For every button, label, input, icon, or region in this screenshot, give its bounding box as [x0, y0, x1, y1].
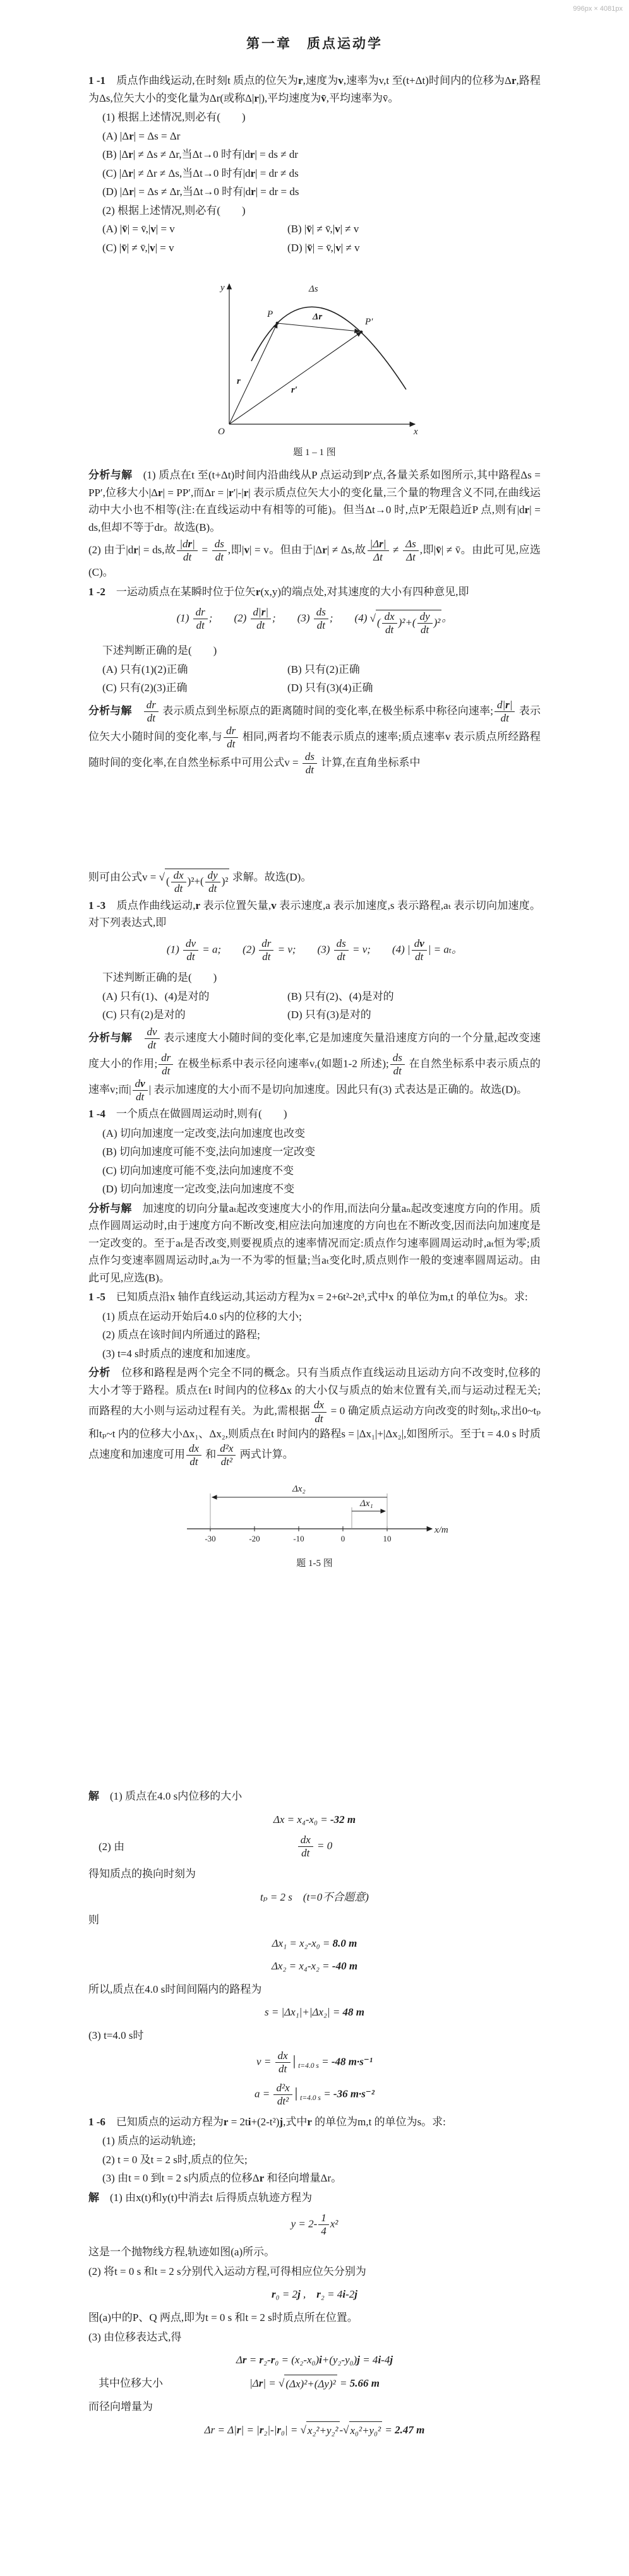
display-formula: s = |Δx₁|+|Δx₂| = 48 m [264, 2006, 365, 2019]
option-cell: (A) |v̄| = v̄,|v| = v [102, 223, 175, 235]
paragraph: 解 (1) 由x(t)和y(t)中消去t 后得质点轨迹方程为 [88, 2191, 313, 2204]
text-with-formula [88, 1834, 541, 1860]
paragraph: 分析与解 $\frac{dv}{dt}$ 表示速度大小随时间的变化率,它是加速度矢量沿速度方向的一个分量,起改变速度大小的作用; $\frac{dr}{dt}$ 在极坐标系中表示径向速率vᵣ(如题1-2 所述); $\frac{ds}{dt}$ 在自然坐标系中表示质点的速率v;而| $\frac{dv}{dt}$ | 表示加速度的大小而不是切向加速度。因此只有(3) 式表达是正确的。故选(D)。 [88, 1025, 541, 1103]
display-formula: v = $\frac{dx}{dt}$ $│_{t=4.0 s} = -48$ m·s⁻¹ [256, 2050, 373, 2075]
axis-tick-label: -30 [205, 1534, 216, 1544]
paragraph: 得知质点的换向时刻为 [88, 1868, 196, 1880]
option-row [88, 988, 541, 1006]
figure-1-5-canvas [176, 1478, 453, 1549]
display-formula: $\frac{dx}{dt}$ = 0 [88, 1834, 541, 1860]
paragraph: 分析与解 (1) 质点在t 至(t+Δt)时间内沿曲线从P 点运动到P′点,各量关系如图所示,其中路程Δs = PP′,位移大小|Δr| = PP′,而Δr = |r′|-|r| 表示质点位矢大小的变化量,三个量的物理含义不同,在曲线运动中大小也不相等(注:在直线运动中有相等的可能)。但当Δt→0 时,点P′无限趋近P 点,则有|dr| = ds,但却不等于dr。故选(B)。 [88, 469, 541, 533]
option-line: (B) |Δr| ≠ Δs ≠ Δr,当Δt→0 时有|dr| = ds ≠ dr [102, 148, 299, 161]
display-formula: Δx₁ = x₂-x₀ = 8.0 m [272, 1937, 357, 1949]
vector-r-line [229, 323, 277, 424]
option-line: (C) 切向加速度可能不变,法向加速度不变 [102, 1164, 294, 1177]
delta-x1-label: Δx₁ [360, 1499, 373, 1509]
vector-r-label: r [237, 376, 241, 387]
display-formula: Δr = r₂-r₀ = (x₂-x₀)i+(y₂-y₀)j = 4i-4j [236, 2354, 393, 2366]
formula-lead-text: (2) 由 [99, 1840, 125, 1853]
display-formula: |Δr| = √ (Δx)²+(Δy)² = 5.66 m [88, 2375, 541, 2393]
axis-tick-label: 0 [340, 1534, 345, 1544]
display-formula: y = 2- $\frac{1}{4}$ x² [291, 2212, 338, 2238]
origin-label: O [218, 427, 225, 437]
option-line: (2) t = 0 及t = 2 s时,质点的位矢; [102, 2153, 248, 2166]
option-line: (D) |Δr| = Δs ≠ Δr,当Δt→0 时有|dr| = dr = ds [102, 186, 299, 198]
text-with-formula [88, 2375, 541, 2393]
paragraph: 解 (1) 质点在4.0 s内位移的大小 [88, 1790, 243, 1803]
x-axis-label: x [414, 427, 418, 437]
y-axis-label: y [220, 283, 225, 294]
axis-unit-label: x/m [434, 1525, 448, 1536]
display-formula: a = $\frac{\text{d²x}}{\text{dt²}}$ $│_{t=4.0 s} = -36$ m·s⁻² [255, 2081, 374, 2107]
paragraph: 1 -3 质点作曲线运动,r 表示位置矢量,v 表示速度,a 表示加速度,s 表示路程,aₜ 表示切向加速度。对下列表达式,即 [88, 899, 541, 929]
axis-tick-label: -10 [293, 1534, 304, 1544]
figure-block [88, 1478, 541, 1571]
page-gap [88, 778, 541, 867]
point-p-prime-dot [360, 331, 363, 334]
delta-r-label: Δr [313, 312, 323, 323]
paragraph: 则可由公式v = √ ( $\frac{dx}{dt}$ )²+( $\frac{dy}{dt}$ )² 求解。故选(D)。 [88, 869, 312, 894]
paragraph: 则 [88, 1914, 99, 1926]
paragraph: (3) t=4.0 s时 [88, 2029, 144, 2041]
figure-1-1-canvas [198, 266, 431, 438]
display-formula: (1) $\frac{dv}{dt}$ = a; (2) $\frac{dr}{dt}$ = v; (3) $\frac{ds}{dt}$ = v; (4) | $\frac{dv}{dt}$ | = aₜ。 [166, 937, 463, 963]
option-cell: (D) 只有(3)是对的 [287, 1009, 371, 1021]
option-line: (3) 由t = 0 到t = 2 s内质点的位移Δr 和径向增量Δr。 [102, 2172, 342, 2185]
axis-tick-label: 10 [383, 1534, 392, 1544]
option-cell: (C) 只有(2)是对的 [102, 1009, 186, 1021]
option-line: (1) 质点在运动开始后4.0 s内的位移的大小; [102, 1310, 302, 1322]
figure-1-5 [176, 1478, 453, 1555]
figure-caption: 题 1-5 图 [296, 1558, 333, 1569]
figure-caption: 题 1 – 1 图 [293, 447, 336, 458]
dimension-label: 996px × 4081px [573, 5, 623, 13]
paragraph: 而径向增量为 [88, 2401, 153, 2413]
paragraph: (3) 由位移表达式,得 [88, 2330, 182, 2343]
display-formula: (1) $\frac{dr}{dt}$ ; (2) $\frac{d|r|}{dt}$ ; (3) $\frac{ds}{dt}$ ; (4) √ ( $\frac{dx}{dt}$ )²+( $\frac{dy}{dt}$ )² 。 [176, 606, 453, 636]
option-line: (A) 切向加速度一定改变,法向加速度也改变 [102, 1127, 306, 1139]
paragraph: 分析与解 加速度的切向分量aₜ起改变速度大小的作用,而法向分量aₙ起改变速度方向的作用。质点作圆周运动时,由于速度方向不断改变,相应法向加速度的方向也在不断改变,因而法向加速度是一定改变的。至于aₜ是否改变,则要视质点的速率情况而定:质点作匀速率圆周运动时,aₜ恒为零;质点作匀变速率圆周运动时,aₜ为一不为零的恒量;当aₜ变化时,质点则作一般的变速率圆周运动。由此可见,应选(B)。 [88, 1202, 541, 1284]
paragraph: 1 -6 已知质点的运动方程为r = 2ti+(2-t²)j,式中r 的单位为m,t 的单位为s。求: [88, 2115, 446, 2128]
paragraph: (2) 由于|dr| = ds,故 $\frac{|dr|}{dt}$ = $\frac{ds}{dt}$ ,即|v| = v。但由于|Δr| ≠ Δs,故 $\frac{|\Delta r|}{\Delta t}$ ≠ $\frac{\Delta s}{\Delta t}$ ,即|v̄| ≠ v̄。由此可见,应选(C)。 [88, 538, 541, 579]
option-line: 下述判断正确的是( ) [102, 971, 217, 984]
display-formula: r₀ = 2j , r₂ = 4i-2j [272, 2288, 357, 2301]
paragraph: 所以,质点在4.0 s时间间隔内的路程为 [88, 1983, 262, 1995]
option-line: (C) |Δr| ≠ Δr ≠ Δs,当Δt→0 时有|dr| = dr ≠ ds [102, 167, 299, 179]
trajectory-curve [251, 307, 406, 390]
option-cell: (B) 只有(2)正确 [287, 663, 360, 675]
point-p-prime-label: P′ [365, 317, 373, 328]
paragraph: 分析 位移和路程是两个完全不同的概念。只有当质点作直线运动且运动方向不改变时,位移的大小才等于路程。质点在t 时间内的位移Δx 的大小仅与质点的始末位置有关,而与运动过程无关;而路程的大小则与运动过程有关。为此,需根据 $\frac{dx}{dt}$ = 0 确定质点运动方向改变的时刻tₚ,求出0~tₚ和tₚ~t 内的位移大小Δx₁、Δx₂,则质点在t 时间内的路程s = |Δx₁|+|Δx₂|,如图所示。至于t = 4.0 s 时质点速度和加速度可用 $\frac{dx}{dt}$ 和 $\frac{\text{d²x}}{\text{dt²}}$ 两式计算。 [88, 1367, 541, 1468]
option-cell: (A) 只有(1)(2)正确 [102, 663, 188, 675]
option-row [88, 679, 541, 697]
display-formula: Δx₂ = x₄-x₂ = -40 m [271, 1960, 358, 1973]
content [88, 0, 541, 2439]
display-formula: Δr = Δ|r| = |r₂|-|r₀| = √ x₂²+y₂² - √ x₀²+y₀² = 2.47 m [88, 2421, 541, 2440]
option-row [88, 1006, 541, 1024]
display-formula: Δx = x₄-x₀ = -32 m [273, 1813, 356, 1825]
option-row [88, 220, 541, 238]
paragraph: 这是一个抛物线方程,轨迹如图(a)所示。 [88, 2246, 275, 2258]
option-line: (2) 根据上述情况,则必有( ) [102, 204, 246, 217]
option-cell: (C) |v̄| ≠ v̄,|v| = v [102, 241, 174, 254]
vector-r-prime-line [229, 332, 361, 424]
option-cell: (D) 只有(3)(4)正确 [287, 682, 373, 694]
chapter-title: 第一章 质点运动学 [246, 36, 383, 51]
option-cell: (B) 只有(2)、(4)是对的 [287, 990, 394, 1002]
option-line: (D) 切向加速度一定改变,法向加速度不变 [102, 1183, 295, 1196]
option-cell: (D) |v̄| = v̄,|v| ≠ v [287, 241, 360, 254]
paragraph: 1 -2 一运动质点在某瞬时位于位矢r(x,y)的端点处,对其速度的大小有四种意见,即 [88, 585, 469, 598]
delta-x2-label: Δx₂ [292, 1484, 306, 1495]
option-cell: (A) 只有(1)、(4)是对的 [102, 990, 210, 1002]
delta-s-label: Δs [309, 284, 318, 295]
vector-r-prime-label: r′ [291, 385, 298, 396]
option-line: (B) 切向加速度可能不变,法向加速度一定改变 [102, 1146, 316, 1158]
paragraph: 1 -4 一个质点在做圆周运动时,则有( ) [88, 1107, 287, 1120]
page-gap [88, 1577, 541, 1786]
axis-tick-label: -20 [249, 1534, 260, 1544]
formula-lead-text: 其中位移大小 [99, 2377, 163, 2390]
option-line: (2) 质点在该时间内所通过的路程; [102, 1329, 260, 1341]
option-line: (3) t=4 s时质点的速度和加速度。 [102, 1347, 257, 1360]
option-line: 下述判断正确的是( ) [102, 644, 217, 656]
point-p-label: P [267, 309, 273, 320]
option-cell: (C) 只有(2)(3)正确 [102, 682, 188, 694]
paragraph: 图(a)中的P、Q 两点,即为t = 0 s 和t = 2 s时质点所在位置。 [88, 2311, 358, 2324]
display-formula: tₚ = 2 s (t=0不合题意) [260, 1890, 369, 1903]
paragraph: 分析与解 $\frac{dr}{dt}$ 表示质点到坐标原点的距离随时间的变化率,在极坐标系中称径向速率; $\frac{d|r|}{dt}$ 表示位矢大小随时间的变化率,与 $\frac{dr}{dt}$ 相同,两者均不能表示质点的速率;质点速率v 表示质点所经路程随时间的变化率,在自然坐标系中可用公式v = $\frac{ds}{dt}$ 计算,在直角坐标系中 [88, 698, 541, 776]
option-line: (1) 质点的运动轨迹; [102, 2135, 196, 2147]
paragraph: 1 -5 已知质点沿x 轴作直线运动,其运动方程为x = 2+6t²-2t³,式中x 的单位为m,t 的单位为s。求: [88, 1291, 528, 1303]
paragraph: 1 -1 质点作曲线运动,在时刻t 质点的位矢为r,速度为v,速率为v,t 至(t+Δt)时间内的位移为Δr,路程为Δs,位矢大小的变化量为Δr(或称Δ|r|),平均速度为v̄,平均速率为v̄。 [88, 74, 541, 104]
option-row [88, 661, 541, 679]
option-cell: (B) |v̄| ≠ v̄,|v| ≠ v [287, 223, 359, 235]
delta-r-chord-line [277, 323, 359, 331]
paragraph: (2) 将t = 0 s 和t = 2 s分别代入运动方程,可得相应位矢分别为 [88, 2265, 366, 2277]
option-line: (1) 根据上述情况,则必有( ) [102, 111, 246, 124]
option-row [88, 239, 541, 257]
point-p-dot [276, 322, 279, 325]
option-line: (A) |Δr| = Δs = Δr [102, 129, 181, 142]
figure-1-1 [198, 266, 431, 444]
figure-block [88, 266, 541, 460]
